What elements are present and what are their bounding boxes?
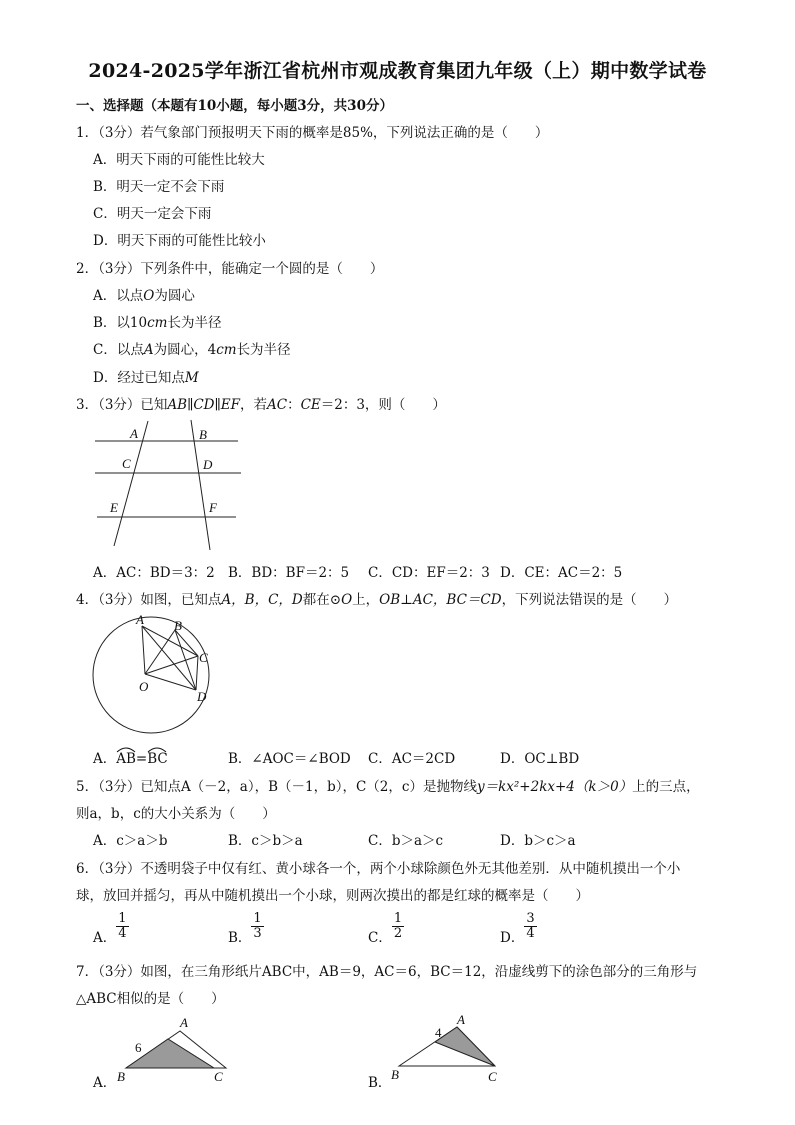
q2-c-pre: C．以点 — [93, 342, 144, 358]
q2-b-pre: B．以10 — [93, 315, 148, 331]
q5-option-a: A．c＞a＞b — [93, 833, 168, 849]
q7a-label-c: C — [214, 1069, 223, 1084]
q3-stem-mid: ，若 — [239, 397, 267, 413]
q6-d-letter: D． — [500, 930, 525, 946]
q4-label-a: A — [136, 612, 144, 627]
question-5-line2: 则a，b，c的大小关系为（ ） — [76, 806, 276, 822]
question-7-line2: △ABC相似的是（ ） — [76, 991, 225, 1007]
q4-stem-math: A，B，C，D — [221, 592, 303, 608]
q2-c-var: A — [143, 342, 154, 358]
q6-a-num: 1 — [118, 911, 127, 926]
q5-points: A（－2，a），B（－1，b），C（2，c） — [180, 779, 423, 795]
q3-label-a: A — [130, 426, 138, 441]
q7b-label-c: C — [488, 1069, 497, 1084]
q6-d-den: 4 — [526, 926, 535, 941]
q3-parallel-lines-figure — [90, 416, 250, 556]
q4-label-o: O — [139, 679, 149, 694]
question-1-stem: 1．（3分）若气象部门预报明天下雨的概率是85%，下列说法正确的是（ ） — [76, 125, 549, 141]
q3-label-f: F — [209, 500, 217, 515]
q5-option-c: C．b＞a＞c — [368, 833, 444, 849]
q2-b-var: cm — [147, 315, 168, 331]
q5-post: 上的三点， — [632, 779, 700, 795]
q4-arc-bc-text: BC — [147, 751, 168, 767]
section-heading: 一、选择题（本题有10小题，每小题3分，共30分） — [76, 98, 393, 114]
q1-option-c: C．明天一定会下雨 — [93, 206, 212, 222]
q4-arc-bc — [147, 751, 168, 767]
q2-c-var2: cm — [216, 342, 237, 358]
q4-stem-pre: 4．（3分）如图，已知点 — [76, 592, 222, 608]
q7-figure-a — [110, 1010, 240, 1086]
q2-c-post: 长为半径 — [236, 342, 291, 358]
q6-c-den: 2 — [393, 926, 403, 941]
q6-option-a — [93, 912, 129, 946]
q7-option-a-letter: A． — [93, 1075, 117, 1091]
q4-label-b: B — [174, 618, 182, 633]
q2-a-post: 为圆心 — [154, 288, 195, 304]
q2-option-a — [93, 284, 195, 304]
q5-equation: y＝kx²+2kx+4（k＞0） — [476, 779, 633, 795]
question-4-stem — [76, 588, 677, 608]
q7b-label-b: B — [391, 1067, 399, 1082]
q4-option-b: B．∠AOC＝∠BOD — [228, 751, 351, 767]
q4-stem-post: ，下列说法错误的是（ ） — [501, 592, 678, 608]
page-title: 2024-2025学年浙江省杭州市观成教育集团九年级（上）期中数学试卷 — [88, 60, 707, 82]
q1-option-b: B．明天一定不会下雨 — [93, 179, 225, 195]
q4-stem-mid: 都在⊙ — [302, 592, 342, 608]
q4-stem-math3: OB⊥AC，BC＝CD — [379, 592, 502, 608]
q6-option-b — [228, 912, 264, 946]
question-6-line2: 球，放回并摇匀，再从中随机摸出一个小球，则两次摸出的都是红球的概率是（ ） — [76, 888, 589, 904]
q6-option-c — [368, 912, 404, 946]
q4-arc-mark-1 — [116, 745, 136, 753]
q3-stem-math2: AC — [266, 397, 288, 413]
q2-b-post: 长为半径 — [167, 315, 222, 331]
q3-option-c: C．CD：EF＝2：3 — [368, 565, 490, 581]
q3-stem-post: ＝2：3，则（ ） — [320, 397, 446, 413]
q6-c-fraction — [392, 912, 404, 941]
q7-figure-b — [385, 1008, 515, 1086]
q5-option-d: D．b＞c＞a — [500, 833, 576, 849]
q7a-label-a: A — [180, 1015, 188, 1030]
q4-a-pre: A． — [93, 751, 117, 767]
q5-mid: 是抛物线 — [422, 779, 477, 795]
q3-option-a: A．AC：BD＝3：2 — [93, 565, 215, 581]
q6-a-den: 4 — [118, 926, 127, 941]
q7-option-b-letter: B． — [368, 1075, 392, 1091]
q7b-label-a: A — [457, 1012, 465, 1027]
q7a-length-label: 6 — [135, 1040, 142, 1055]
q6-a-fraction — [116, 912, 128, 941]
q3-stem-mid2: ： — [287, 397, 301, 413]
q7a-label-b: B — [117, 1069, 125, 1084]
q1-option-a: A．明天下雨的可能性比较大 — [93, 152, 265, 168]
q7b-length-label: 4 — [435, 1025, 442, 1040]
q3-option-d: D．CE：AC＝2：5 — [500, 565, 623, 581]
q4-circle-figure — [88, 612, 228, 734]
q4-option-c: C．AC＝2CD — [368, 751, 456, 767]
q6-b-fraction — [251, 912, 263, 941]
q5-pre: 5．（3分）已知点 — [76, 779, 181, 795]
q6-d-fraction — [524, 912, 536, 941]
q3-label-c: C — [122, 456, 131, 471]
q3-label-b: B — [199, 427, 207, 442]
q3-stem-pre: 3．（3分）已知 — [76, 397, 168, 413]
question-2-stem: 2．（3分）下列条件中，能确定一个圆的是（ ） — [76, 261, 384, 277]
q4-arc-mark-2 — [147, 745, 167, 753]
q2-option-c — [93, 338, 291, 358]
q2-d-var: M — [184, 370, 199, 386]
q4-option-d: D．OC⊥BD — [500, 751, 580, 767]
q2-option-b — [93, 311, 221, 331]
q2-d-pre: D．经过已知点 — [93, 370, 185, 386]
q6-option-d — [500, 912, 537, 946]
q3-stem-math3: CE — [300, 397, 321, 413]
q2-a-pre: A．以点 — [93, 288, 144, 304]
q2-c-mid: 为圆心，4 — [153, 342, 217, 358]
q4-label-d: D — [197, 689, 207, 704]
question-5-line1 — [76, 775, 700, 795]
q6-c-letter: C． — [368, 930, 392, 946]
q6-c-num: 1 — [393, 911, 403, 926]
q5-option-b: B．c＞b＞a — [228, 833, 303, 849]
question-6-line1: 6．（3分）不透明袋子中仅有红、黄小球各一个，两个小球除颜色外无其他差别．从中随机摸出一个小 — [76, 861, 681, 877]
q3-stem-math: AB∥CD∥EF — [167, 397, 240, 413]
q6-d-num: 3 — [526, 911, 535, 926]
q2-option-d — [93, 366, 199, 386]
q6-b-letter: B． — [228, 930, 252, 946]
q2-a-var: O — [143, 288, 155, 304]
q4-a-eq: = — [135, 751, 148, 767]
q6-b-num: 1 — [253, 911, 262, 926]
q4-arc-ab-text: AB — [116, 751, 136, 767]
q6-b-den: 3 — [253, 926, 262, 941]
q4-stem-mid2: 上， — [352, 592, 380, 608]
q4-arc-ab — [116, 751, 136, 767]
question-7-line1: 7．（3分）如图，在三角形纸片ABC中，AB＝9，AC＝6，BC＝12，沿虚线剪下的涂色部分的三角形与 — [76, 964, 698, 980]
q4-option-a — [93, 747, 168, 767]
q4-label-c: C — [199, 650, 208, 665]
q4-stem-math2: O — [341, 592, 353, 608]
question-3-stem — [76, 393, 446, 413]
q3-option-b: B．BD：BF＝2：5 — [228, 565, 350, 581]
q3-label-e: E — [110, 500, 118, 515]
q3-label-d: D — [203, 457, 213, 472]
q6-a-letter: A． — [93, 930, 117, 946]
q1-option-d: D．明天下雨的可能性比较小 — [93, 233, 266, 249]
